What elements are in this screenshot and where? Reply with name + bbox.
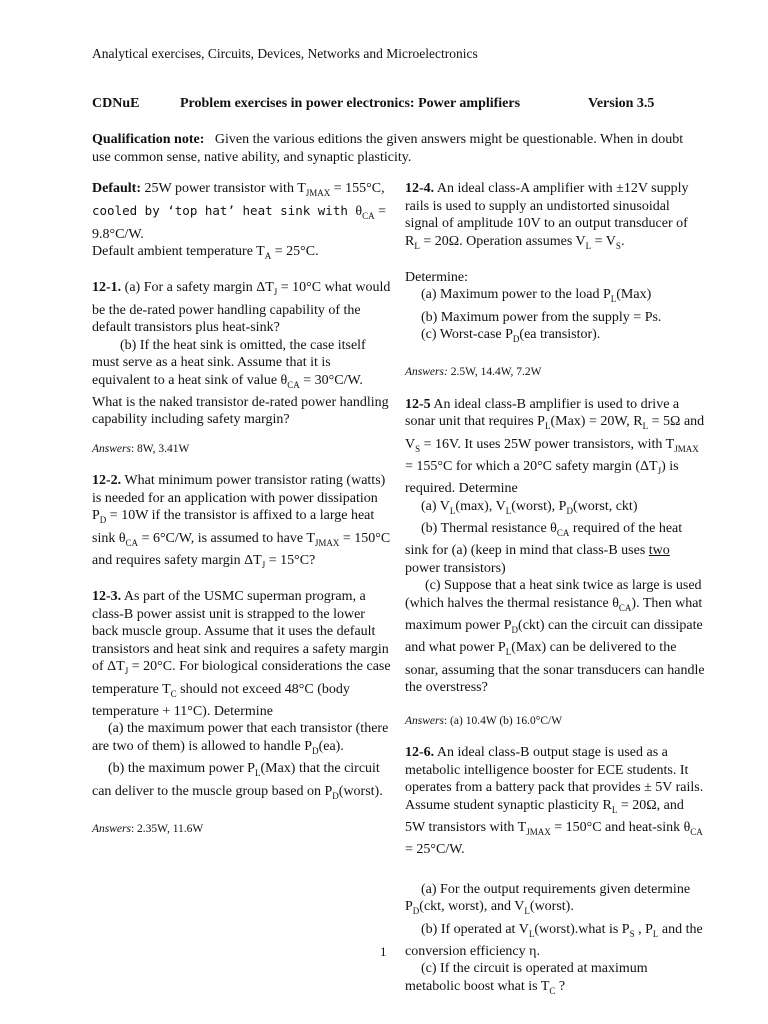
- default-line3: Default ambient temperature T: [92, 244, 265, 260]
- default-line1-end: = 155°C,: [330, 181, 385, 196]
- default-spec: [92, 180, 392, 265]
- problem-number: 12-6.: [405, 745, 435, 761]
- part-text: (c) If the circuit is operated at maximum metabolic boost what is T: [405, 961, 648, 994]
- sub: D: [412, 906, 420, 917]
- answers-values: : 8W, 3.41W: [130, 442, 190, 455]
- problem-12-4: [405, 180, 705, 255]
- problem-12-3-part-b-end2: (worst).: [338, 783, 383, 799]
- sub: CA: [618, 602, 632, 613]
- sub: J: [273, 287, 278, 298]
- sub: L: [505, 647, 512, 658]
- answers-12-4: [405, 364, 705, 382]
- problem-12-3-part-a: [92, 720, 392, 760]
- sub: D: [99, 515, 107, 526]
- problem-12-2-text: = 6°C/W, is assumed to have T: [138, 530, 315, 546]
- sub: D: [511, 624, 519, 635]
- sub: D: [312, 745, 319, 756]
- part-text: (ckt, worst), and V: [419, 899, 525, 915]
- problem-12-5-text: An ideal class-B amplifier is used to drive a sonar unit that requires P: [405, 396, 680, 430]
- answers-values: 2.5W, 14.4W, 7.2W: [447, 366, 542, 379]
- problem-12-6-text: = 150°C and heat-sink θ: [550, 820, 691, 836]
- answers-values: : (a) 10.4W (b) 16.0°C/W: [443, 714, 563, 727]
- part-text: (worst).what is P: [534, 921, 630, 937]
- part-text-end: (worst, ckt): [572, 498, 638, 514]
- part-text: (a) Maximum power to the load P: [421, 287, 611, 303]
- determine-label: Determine:: [405, 269, 468, 285]
- sub: S: [629, 928, 635, 939]
- sub: J: [657, 465, 662, 476]
- sub: J: [124, 666, 129, 677]
- part-text-end: (Max) can be delivered to the sonar, assuming that the sonar transducers can handle the overstress?: [405, 640, 705, 696]
- sub: JMAX: [674, 443, 699, 454]
- sub: L: [585, 240, 592, 251]
- part-text-end: (ea transistor).: [519, 327, 601, 343]
- problem-number: 12-3.: [92, 589, 122, 605]
- part-text: (c) Suppose that a heat sink twice as large is used (which halves the thermal resistance θ: [405, 578, 702, 611]
- default-line3-end: = 25°C.: [271, 244, 319, 260]
- sub: D: [566, 505, 573, 516]
- default-line1-sub: JMAX: [305, 187, 331, 198]
- part-text-end: (Max): [616, 287, 652, 303]
- problem-12-1-part-b-end: = 30°C/W. What is the naked transistor de-rated power handling capability including safety margin?: [92, 372, 389, 428]
- problem-12-5-part-a: [405, 498, 705, 520]
- part-text: (worst), P: [511, 498, 567, 514]
- problem-number: 12-5: [405, 396, 431, 412]
- problem-12-6-text: = 20Ω, and 5W transistors with T: [405, 797, 684, 836]
- part-text-end: and the conversion efficiency η.: [405, 921, 703, 959]
- default-line2-sub: CA: [362, 211, 375, 222]
- problem-12-3-part-b: [92, 760, 392, 805]
- problem-12-5-part-b: [405, 520, 705, 577]
- part-text: (ckt) can the circuit can dissipate and what power P: [405, 618, 703, 656]
- problem-number: 12-4.: [405, 181, 435, 196]
- part-text: required of the heat sink for (a) (keep in mind that class-B uses: [405, 521, 683, 559]
- sub: C: [549, 985, 556, 996]
- part-text: (a) V: [421, 498, 450, 514]
- problem-12-6-text: = 25°C/W.: [405, 842, 465, 858]
- right-column: [405, 180, 705, 1014]
- problem-12-5-part-c: [405, 577, 705, 696]
- problem-12-4-part-c: [405, 326, 705, 348]
- sub: L: [528, 928, 535, 939]
- problem-12-5: [405, 396, 705, 697]
- problem-12-1-part-b: [92, 337, 392, 429]
- answers-12-1: [92, 441, 392, 459]
- problem-12-6-part-c: [405, 960, 705, 1000]
- problem-12-4-part-a: [405, 286, 705, 308]
- qualification-label: Qualification note:: [92, 132, 205, 147]
- problem-12-4-part-b: (b) Maximum power from the supply = Ps.: [421, 309, 662, 325]
- underlined-two: two: [648, 543, 670, 559]
- sub: L: [505, 505, 512, 516]
- problem-12-1: [92, 279, 392, 429]
- sub: L: [610, 294, 617, 305]
- sub: S: [615, 240, 621, 251]
- problem-12-3-part-b-text: (b) the maximum power P: [108, 761, 255, 777]
- sub: CA: [690, 826, 703, 837]
- problem-12-5-text: (Max) = 20W, R: [550, 414, 643, 430]
- document-heading: Problem exercises in power electronics: Power amplifiers: [180, 96, 521, 111]
- default-line2: cooled by ‘top hat’ heat sink with: [92, 203, 356, 219]
- sub: CA: [556, 527, 570, 538]
- part-text: (b) Thermal resistance θ: [421, 521, 557, 537]
- problem-number: 12-1.: [92, 280, 122, 296]
- qualification-text: Given the various editions the given answers might be questionable. When in doubt use common sense, native ability, and synaptic plasticity.: [92, 132, 684, 165]
- problem-12-2-text: = 10W if the transistor is affixed to a large heat sink θ: [92, 508, 375, 546]
- sub: L: [642, 421, 649, 432]
- sub: D: [512, 333, 520, 344]
- problem-12-6: [405, 744, 705, 859]
- problem-12-5-text: = 155°C for which a 20°C safety margin (ΔT: [405, 458, 658, 474]
- sub: J: [261, 559, 266, 570]
- problem-12-4-text: = 20Ω. Operation assumes V: [419, 233, 586, 249]
- sub: S: [415, 443, 421, 454]
- problem-12-1-part-a: (a) For a safety margin ΔT: [124, 280, 274, 296]
- problem-12-4-determine: [405, 269, 705, 349]
- problem-12-4-text: = V: [591, 233, 616, 249]
- problem-12-6-text: An ideal class-B output stage is used as a metabolic intelligence booster for ECE students. It operates from a battery pack that provides ± 5V rails. Assume student synaptic plasticity R: [405, 745, 704, 813]
- qualification-note: [92, 131, 692, 167]
- answers-label: Answers: [92, 442, 131, 455]
- problem-12-3: [92, 588, 392, 804]
- answers-12-3: [92, 821, 392, 839]
- sub: D: [332, 790, 339, 801]
- sub: L: [254, 768, 261, 779]
- sub: CA: [125, 537, 139, 548]
- problem-12-2: [92, 472, 392, 574]
- sub: L: [544, 421, 551, 432]
- default-line1: 25W power transistor with T: [144, 181, 306, 196]
- problem-12-2-text: = 15°C?: [265, 553, 316, 569]
- sub: C: [170, 688, 177, 699]
- sub: L: [414, 240, 420, 251]
- part-text: , P: [634, 921, 653, 937]
- part-text-end: (worst).: [529, 899, 574, 915]
- answers-values: : 2.35W, 11.6W: [130, 822, 204, 835]
- sub: L: [652, 928, 659, 939]
- sub: L: [449, 505, 456, 516]
- problem-12-3-text: = 20°C. For biological considerations the case temperature T: [92, 659, 391, 697]
- problem-12-6-parts: [405, 881, 705, 1000]
- left-column: [92, 180, 392, 852]
- problem-12-1-part-b-text: (b) If the heat sink is omitted, the case itself must serve as a heat sink. Assume that it is equivalent to a heat sink of value θ: [92, 337, 366, 388]
- answers-label: Answers: [92, 822, 131, 835]
- part-text: (max), V: [455, 498, 506, 514]
- answers-12-5: [405, 713, 705, 731]
- problem-12-3-part-b-end: (Max) that the circuit can deliver to the muscle group based on P: [92, 761, 380, 799]
- problem-number: 12-2.: [92, 473, 122, 489]
- sub: JMAX: [526, 826, 551, 837]
- part-text: (c) Worst-case P: [421, 327, 513, 343]
- problem-12-6-part-a: [405, 881, 705, 921]
- part-text: (a) For the output requirements given determine P: [405, 881, 691, 915]
- problem-12-3-text: should not exceed 48°C (body temperature + 11°C). Determine: [92, 681, 350, 719]
- default-label: Default:: [92, 181, 141, 196]
- problem-12-5-text: = 5Ω and V: [405, 414, 705, 452]
- problem-12-4-text: An ideal class-A amplifier with ±12V supply rails is used to supply an undistorted sinusoidal signal of amplitude 10V to an output transducer of R: [405, 181, 689, 249]
- sub: JMAX: [314, 537, 340, 548]
- problem-12-3-text: As part of the USMC superman program, a class-B power assist unit is strapped to the lower back muscle group. Assume that it uses the default transistors and heat sink and requires a safety margin of ΔT: [92, 589, 389, 675]
- version-label: Version 3.5: [588, 96, 655, 111]
- part-text: ). Then what maximum power P: [405, 595, 703, 634]
- page-number: 1: [380, 944, 387, 959]
- problem-12-5-text: = 16V. It uses 25W power transistors, with T: [420, 436, 675, 452]
- theta-symbol: θ: [355, 204, 363, 220]
- problem-12-4-text: .: [620, 233, 625, 249]
- course-code: CDNuE: [92, 96, 140, 111]
- problem-12-2-text: What minimum power transistor rating (watts) is needed for an application with power dissipation P: [92, 473, 386, 524]
- sub: L: [524, 906, 530, 917]
- part-text-end: ?: [555, 978, 566, 994]
- problem-12-6-part-b: [405, 921, 705, 961]
- part-text-end: power transistors): [405, 560, 506, 576]
- sub: CA: [287, 379, 300, 390]
- problem-12-3-part-a-text: (a) the maximum power that each transistor (there are two of them) is allowed to handle P: [92, 721, 389, 754]
- problem-12-2-text: = 150°C and requires safety margin ΔT: [92, 530, 391, 569]
- sub: L: [611, 804, 618, 815]
- problem-12-3-part-a-end: (ea).: [318, 738, 344, 754]
- part-text: (b) If operated at V: [421, 921, 529, 937]
- running-header: Analytical exercises, Circuits, Devices, Networks and Microelectronics: [92, 46, 478, 61]
- problem-12-1-part-a-end: = 10°C what would be the de-rated power handling capability of the default transistors plus heat-sink?: [92, 280, 391, 336]
- answers-label: Answers:: [405, 366, 448, 379]
- problem-12-5-text: ) is required. Determine: [405, 458, 679, 497]
- answers-label: Answers: [405, 714, 444, 727]
- default-line3-sub: A: [264, 250, 272, 261]
- default-line2-end: = 9.8°C/W.: [92, 204, 387, 242]
